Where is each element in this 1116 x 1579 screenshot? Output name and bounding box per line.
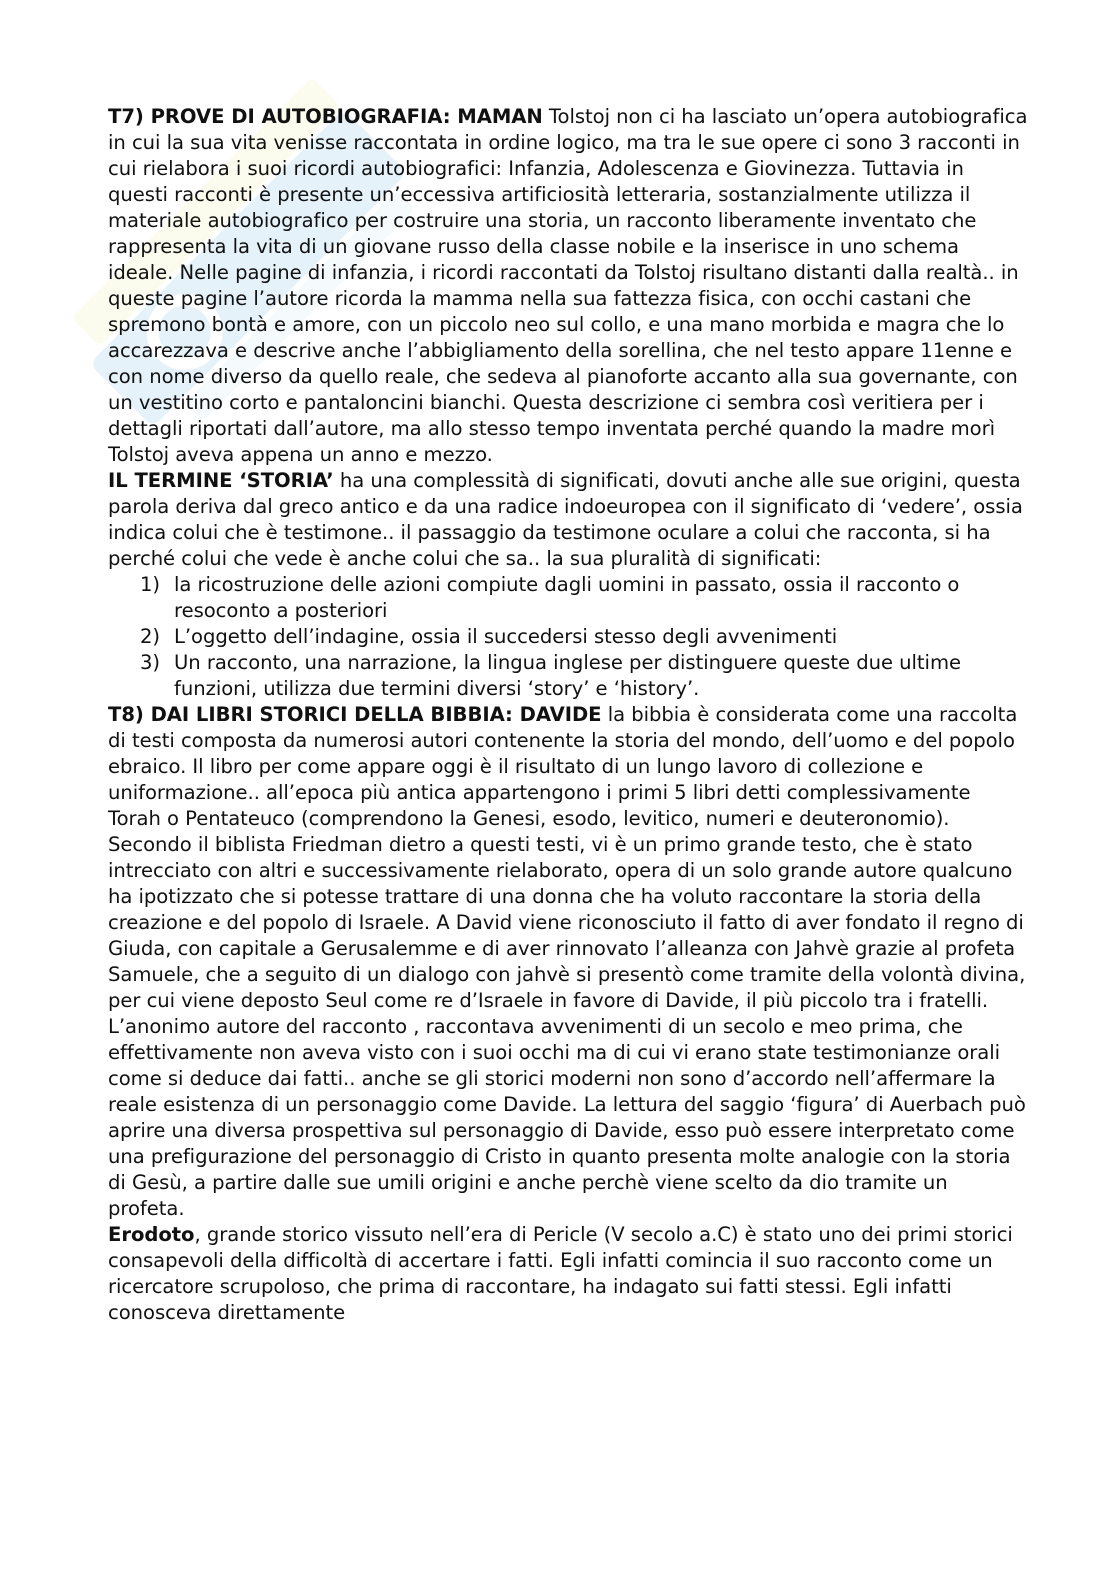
section-t7	[108, 104, 1028, 468]
section-text: ha una complessità di significati, dovuti anche alle sue origini, questa parola deriva dal greco antico e da una radice indoeuropea con il significato di ‘vedere’, ossia indica colui che è testimone.. il passaggio da testimone oculare a colui che racconta, si ha perché colui che vede è anche colui che sa.. la sua pluralità di significati:	[108, 469, 1023, 570]
section-heading: T7) PROVE DI AUTOBIOGRAFIA: MAMAN	[108, 105, 543, 128]
list-item	[108, 572, 1028, 624]
section-heading: IL TERMINE ‘STORIA’	[108, 469, 334, 492]
section-storia	[108, 468, 1028, 572]
section-erodoto	[108, 1222, 1028, 1326]
section-heading: T8) DAI LIBRI STORICI DELLA BIBBIA: DAVIDE	[108, 703, 602, 726]
list-item-number: 1)	[140, 573, 161, 596]
document-page	[108, 104, 1028, 1326]
section-t8	[108, 702, 1028, 1222]
list-item-number: 2)	[140, 625, 161, 648]
list-item-text: Un racconto, una narrazione, la lingua inglese per distinguere queste due ultime funzioni, utilizza due termini diversi ‘story’ e ‘history’.	[174, 651, 961, 700]
section-text: , grande storico vissuto nell’era di Pericle (V secolo a.C) è stato uno dei primi storici consapevoli della difficoltà di accertare i fatti. Egli infatti comincia il suo racconto come un ricercatore scrupoloso, che prima di raccontare, ha indagato sui fatti stessi. Egli infatti conosceva direttamente	[108, 1223, 1013, 1324]
section-text: Tolstoj non ci ha lasciato un’opera autobiografica in cui la sua vita venisse raccontata in ordine logico, ma tra le sue opere ci sono 3 racconti in cui rielabora i suoi ricordi autobiografici: Infanzia, Adolescenza e Giovinezza. Tuttavia in questi racconti è presente un’eccessiva artificiosità letteraria, sostanzialmente utilizza il materiale autobiografico per costruire una storia, un racconto liberamente inventato che rappresenta la vita di un giovane russo della classe nobile e la inserisce in uno schema ideale. Nelle pagine di infanzia, i ricordi raccontati da Tolstoj risultano distanti dalla realtà.. in queste pagine l’autore ricorda la mamma nella sua fattezza fisica, con occhi castani che spremono bontà e amore, con un piccolo neo sul collo, e una mano morbida e magra che lo accarezzava e descrive anche l’abbigliamento della sorellina, che nel testo appare 11enne e con nome diverso da quello reale, che sedeva al pianoforte accanto alla sua governante, con un vestitino corto e pantaloncini bianchi. Questa descrizione ci sembra così veritiera per i dettagli riportati dall’autore, ma allo stesso tempo inventata perché quando la madre morì Tolstoj aveva appena un anno e mezzo.	[108, 105, 1028, 466]
section-text: la bibbia è considerata come una raccolta di testi composta da numerosi autori contenente la storia del mondo, dell’uomo e del popolo ebraico. Il libro per come appare oggi è il risultato di un lungo lavoro di collezione e uniformazione.. all’epoca più antica appartengono i primi 5 libri detti complessivamente Torah o Pentateuco (comprendono la Genesi, esodo, levitico, numeri e deuteronomio). Secondo il biblista Friedman dietro a questi testi, vi è un primo grande testo, che è stato intrecciato con altri e successivamente rielaborato, opera di un solo grande autore qualcuno ha ipotizzato che si potesse trattare di una donna che ha voluto raccontare la storia della creazione e del popolo di Israele. A David viene riconosciuto il fatto di aver fondato il regno di Giuda, con capitale a Gerusalemme e di aver rinnovato l’alleanza con Jahvè grazie al profeta Samuele, che a seguito di un dialogo con jahvè si presentò come tramite della volontà divina, per cui viene deposto Seul come re d’Israele in favore di Davide, il più piccolo tra i fratelli. L’anonimo autore del racconto , raccontava avvenimenti di un secolo e meo prima, che effettivamente non aveva visto con i suoi occhi ma di cui vi erano state testimonianze orali come si deduce dai fatti.. anche se gli storici moderni non sono d’accordo nell’affermare la reale esistenza di un personaggio come Davide. La lettura del saggio ‘figura’ di Auerbach può aprire una diversa prospettiva sul personaggio di Davide, esso può essere interpretato come una prefigurazione del personaggio di Cristo in quanto presenta molte analogie con la storia di Gesù, a partire dalle sue umili origini e anche perchè viene scelto da dio tramite un profeta.	[108, 703, 1026, 1220]
list-item	[108, 624, 1028, 650]
meanings-list	[108, 572, 1028, 702]
list-item-number: 3)	[140, 651, 161, 674]
list-item	[108, 650, 1028, 702]
list-item-text: L’oggetto dell’indagine, ossia il succedersi stesso degli avvenimenti	[174, 625, 838, 648]
section-heading: Erodoto	[108, 1223, 195, 1246]
list-item-text: la ricostruzione delle azioni compiute dagli uomini in passato, ossia il racconto o resoconto a posteriori	[174, 573, 960, 622]
